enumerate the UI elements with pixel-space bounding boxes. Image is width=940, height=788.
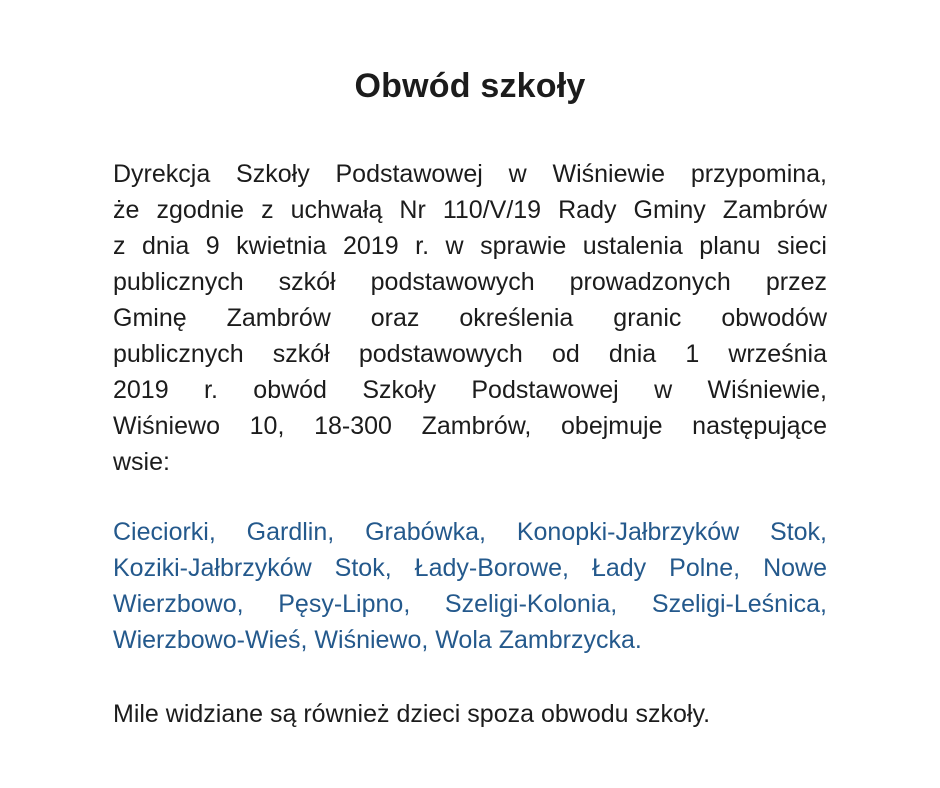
intro-line-9: wsie:	[113, 448, 170, 476]
intro-line-3: z dnia 9 kwietnia 2019 r. w sprawie ustalenia planu sieci	[113, 232, 827, 260]
intro-line-7: 2019 r. obwód Szkoły Podstawowej w Wiśniewie,	[113, 376, 827, 404]
villages-line-3: Wierzbowo, Pęsy-Lipno, Szeligi-Kolonia, Szeligi-Leśnica,	[113, 590, 827, 618]
intro-line-4: publicznych szkół podstawowych prowadzonych przez	[113, 268, 827, 296]
intro-paragraph	[113, 156, 827, 480]
villages-line-2: Koziki-Jałbrzyków Stok, Łady-Borowe, Łady Polne, Nowe	[113, 554, 827, 582]
intro-line-5: Gminę Zambrów oraz określenia granic obwodów	[113, 304, 827, 332]
closing-line: Mile widziane są również dzieci spoza obwodu szkoły.	[113, 700, 711, 728]
page-title: Obwód szkoły	[354, 67, 586, 105]
villages-line-1: Cieciorki, Gardlin, Grabówka, Konopki-Jałbrzyków Stok,	[113, 518, 827, 546]
closing-paragraph	[113, 696, 827, 732]
intro-line-1: Dyrekcja Szkoły Podstawowej w Wiśniewie przypomina,	[113, 160, 827, 188]
intro-line-6: publicznych szkół podstawowych od dnia 1 września	[113, 340, 827, 368]
villages-paragraph	[113, 514, 827, 658]
intro-line-8: Wiśniewo 10, 18-300 Zambrów, obejmuje następujące	[113, 412, 827, 440]
villages-line-4: Wierzbowo-Wieś, Wiśniewo, Wola Zambrzycka.	[113, 626, 642, 654]
intro-line-2: że zgodnie z uchwałą Nr 110/V/19 Rady Gminy Zambrów	[113, 196, 827, 224]
